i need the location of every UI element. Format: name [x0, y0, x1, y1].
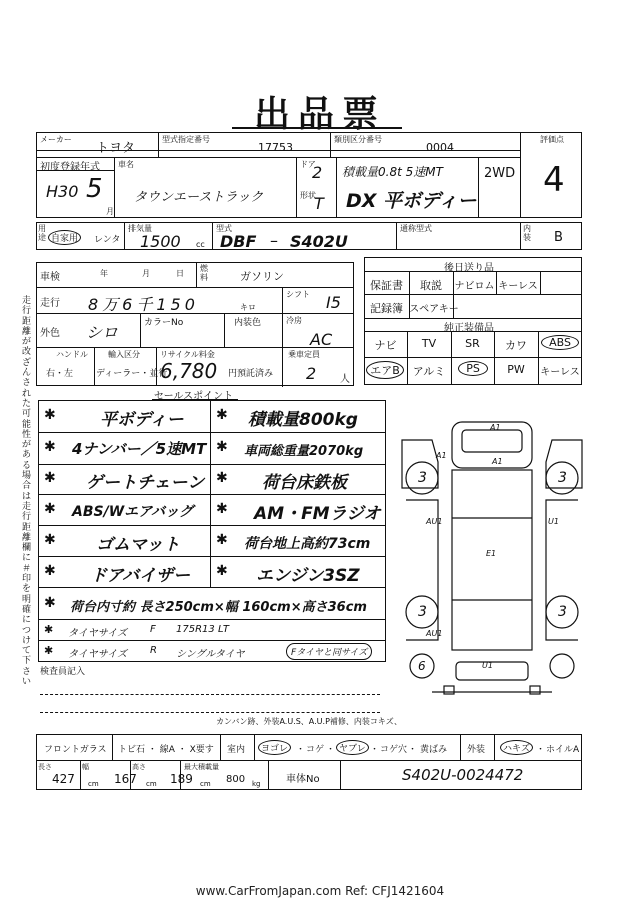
side-note: 走行距離が改ざんされた可能性がある場合は走行距離欄に＃印を明確につけて下さい: [22, 296, 32, 687]
tire-note: Fタイヤと同サイズ: [286, 643, 372, 660]
drive-value: 2WD: [484, 166, 516, 181]
recycle-unit: 円預託済み: [228, 369, 274, 379]
mark-bed-floor: E1: [486, 549, 497, 558]
int-color-label: 内装色: [234, 318, 262, 328]
use-private: 自家用: [48, 230, 81, 245]
mark-wheel-fr: 3: [558, 470, 567, 486]
mark-left-door: A1: [436, 451, 447, 460]
star-icon: ✱: [216, 407, 228, 423]
star-icon: ✱: [44, 595, 56, 611]
chassis-label: 車体No: [286, 774, 320, 785]
bed-size: 荷台内寸約 長さ250cm×幅 160cm×高さ36cm: [70, 600, 367, 615]
cabin-label: 室内: [227, 745, 246, 755]
mark-rear-wheel: 6: [418, 659, 426, 673]
star-icon: ✱: [44, 407, 56, 423]
shape-value: T: [314, 194, 324, 213]
cabin-dirt: ヨゴレ: [258, 740, 291, 755]
fuel-value: ガソリン: [240, 270, 284, 283]
height-value: 189: [170, 772, 193, 786]
star-icon: ✱: [44, 470, 56, 486]
sales-point-3: 4ナンバー／5速MT: [72, 440, 207, 458]
inspection-label: 車検: [40, 272, 60, 283]
sales-point-2: 積載量800kg: [248, 410, 358, 430]
mileage-label: 走行: [40, 298, 60, 309]
ext-color-label: 外色: [40, 328, 60, 339]
mark-left-bed: AU1: [426, 517, 443, 526]
rating-value: 4: [543, 160, 565, 200]
color-no-label: カラーNo: [144, 318, 184, 328]
inspector-sign-label: 検査員記入: [40, 667, 86, 677]
ext-color-value: シロ: [86, 323, 119, 342]
tire-front-size: 175R13 LT: [176, 624, 229, 635]
length-unit: cm: [88, 780, 99, 788]
tire-label-rear: タイヤサイズ: [68, 649, 127, 660]
windshield-opts: トビ石 ・ 線A ・ X要す: [118, 745, 214, 755]
mark-wheel-rl: 3: [418, 604, 427, 620]
tire-front-letter: F: [150, 624, 156, 635]
sep: ・: [296, 745, 306, 755]
model-dash: –: [270, 231, 278, 250]
cabin-burn-hole: コゲ穴: [380, 745, 408, 755]
equip-keyless: キーレス: [540, 367, 580, 378]
sales-point-12: エンジン3SZ: [256, 566, 360, 586]
sales-header: セールスポイント: [154, 391, 234, 402]
equip-navi: ナビ: [374, 339, 397, 352]
era-value: H30: [46, 182, 79, 201]
sales-point-8: AM・FMラジオ: [254, 504, 381, 524]
height-unit: cm: [200, 780, 211, 788]
star-icon: ✱: [216, 439, 228, 455]
interior-grade: B: [554, 230, 563, 245]
equip-ps: PS: [458, 361, 488, 376]
mark-left-rear: AU1: [426, 629, 443, 638]
capacity-label: 乗車定員: [288, 350, 320, 359]
inspection-day-label: 日: [176, 269, 184, 278]
exterior-label: 外装: [467, 745, 486, 755]
max-load-unit: kg: [252, 780, 261, 788]
max-load-label: 最大積載量: [184, 763, 219, 771]
inspection-month-label: 月: [142, 269, 150, 278]
handle-value: 右・左: [46, 369, 74, 379]
handle-label: ハンドル: [56, 350, 88, 359]
sales-point-9: ゴムマット: [96, 535, 180, 555]
ac-value: AC: [310, 330, 333, 349]
star-icon: ✱: [216, 501, 228, 517]
max-load-value: 800: [226, 774, 246, 785]
mark-wheel-rr: 3: [558, 604, 567, 620]
length-label: 長さ: [38, 763, 52, 771]
equip-alumi: アルミ: [412, 365, 446, 378]
later-item-spare-key: スペアキー: [409, 304, 459, 315]
equip-pw: PW: [507, 363, 525, 376]
car-name-value: タウンエーストラック: [134, 190, 264, 205]
later-item-keyless: キーレス: [498, 281, 538, 292]
star-icon: ✱: [216, 532, 228, 548]
height-label: 高さ: [132, 763, 146, 771]
use-label: 用途: [38, 224, 46, 242]
grade-value: DX 平ボディー: [346, 190, 477, 212]
equip-sr: SR: [465, 337, 480, 350]
mark-front: A1: [490, 423, 501, 432]
fuel-label: 燃料: [200, 264, 208, 282]
sep: ・: [326, 745, 336, 755]
width-unit: cm: [146, 780, 157, 788]
maker-label: メーカー: [40, 135, 72, 144]
sales-point-6: 荷台床鉄板: [262, 473, 347, 493]
later-item-warranty: 保証書: [370, 279, 403, 292]
later-item-navirom: ナビロム: [454, 281, 495, 292]
star-icon: ✱: [216, 470, 228, 486]
type-no-value: 17753: [258, 141, 293, 154]
model-code: S402U: [290, 232, 348, 251]
later-item-manual: 取説: [420, 279, 442, 292]
load-grade: 積載量0.8t 5速MT: [342, 165, 443, 179]
width-label: 幅: [82, 763, 89, 771]
tire-label-front: タイヤサイズ: [68, 628, 127, 639]
watermark: www.CarFromJapan.com Ref: CFJ1421604: [195, 884, 445, 898]
star-icon: ✱: [44, 623, 54, 636]
interior-label: 内装: [523, 224, 531, 242]
cabin-tear: ヤブレ: [336, 740, 369, 755]
first-reg-label: 初度登録年式: [40, 162, 100, 173]
star-icon: ✱: [216, 563, 228, 579]
star-icon: ✱: [44, 563, 56, 579]
type-no-label: 型式指定番号: [162, 135, 210, 144]
class-no-label: 類別区分番号: [334, 135, 382, 144]
mark-wheel-fl: 3: [418, 470, 427, 486]
disp-label: 排気量: [128, 224, 152, 233]
model-label: 型式: [216, 224, 232, 233]
later-item-record: 記録簿: [370, 302, 403, 315]
rating-label: 評価点: [540, 135, 564, 144]
inspection-year-label: 年: [100, 269, 108, 278]
tire-rear-letter: R: [150, 645, 157, 656]
chassis-value: S402U-0024472: [402, 766, 524, 784]
cabin-burn: コゲ: [306, 745, 325, 755]
month-label: 月: [106, 207, 114, 216]
later-header: 後日送り品: [444, 263, 494, 274]
diagram-legend: カンバン跡、外装A.U.S、A.U.P補修、内装コキズ、: [216, 717, 402, 726]
capacity-unit: 人: [340, 374, 350, 385]
mileage-value: 8万6千150: [88, 295, 199, 314]
sep: ・: [370, 745, 380, 755]
cabin-yellowing: 黄ばみ: [420, 745, 448, 755]
sales-point-7: ABS/Wエアバッグ: [72, 504, 194, 520]
exterior-wheel: ホイルA: [546, 745, 580, 755]
import-value: ディーラー・並行: [96, 369, 168, 379]
shift-label: シフト: [286, 290, 310, 299]
model-prefix: DBF: [220, 232, 257, 251]
sep: ・: [536, 745, 546, 755]
km-label: キロ: [240, 303, 256, 312]
disp-value: 1500: [140, 232, 181, 251]
class-no-value: 0004: [426, 141, 454, 154]
windshield-label: フロントガラス: [44, 745, 107, 755]
mark-cab-rear: A1: [492, 457, 503, 466]
sales-point-11: ドアバイザー: [90, 566, 191, 586]
shift-value: I5: [326, 293, 341, 312]
doors-label: ドア: [300, 160, 316, 169]
sales-point-4: 車両総重量2070kg: [244, 444, 364, 459]
doors-value: 2: [312, 163, 323, 182]
recycle-label: リサイクル料金: [160, 350, 215, 359]
notice-label: 通称型式: [400, 224, 432, 233]
ac-label: 冷房: [286, 316, 302, 325]
recycle-value: 6,780: [160, 359, 218, 383]
star-icon: ✱: [44, 532, 56, 548]
title-underline: [232, 127, 402, 129]
exterior-scratch: ハキズ: [500, 740, 533, 755]
import-label: 輸入区分: [108, 350, 140, 359]
shape-label: 形状: [300, 191, 316, 200]
star-icon: ✱: [44, 439, 56, 455]
tire-rear-desc: シングルタイヤ: [176, 649, 245, 660]
cc-label: cc: [196, 240, 205, 249]
maker-value: トヨタ: [96, 141, 136, 156]
sales-point-10: 荷台地上高約73cm: [244, 536, 371, 552]
equip-leather: カワ: [505, 339, 527, 352]
year-value: 5: [86, 174, 103, 204]
sep: ・: [408, 745, 418, 755]
star-icon: ✱: [44, 501, 56, 517]
sales-point-1: 平ボディー: [100, 410, 184, 430]
star-icon: ✱: [44, 644, 54, 657]
damage-diagram: [392, 400, 592, 718]
mark-right-bed: U1: [548, 517, 559, 526]
capacity-value: 2: [306, 364, 317, 383]
equip-tv: TV: [421, 337, 437, 350]
sales-point-5: ゲートチェーン: [86, 473, 205, 493]
equip-abs: ABS: [541, 335, 579, 350]
car-name-label: 車名: [118, 160, 134, 169]
width-value: 167: [114, 772, 137, 786]
mark-rear: U1: [482, 661, 493, 670]
equip-header: 純正装備品: [444, 323, 494, 334]
use-rental: レンタ: [94, 235, 121, 245]
page-title: 出品票: [253, 93, 386, 135]
length-value: 427: [52, 772, 75, 786]
equip-airbag: エアB: [366, 361, 404, 379]
